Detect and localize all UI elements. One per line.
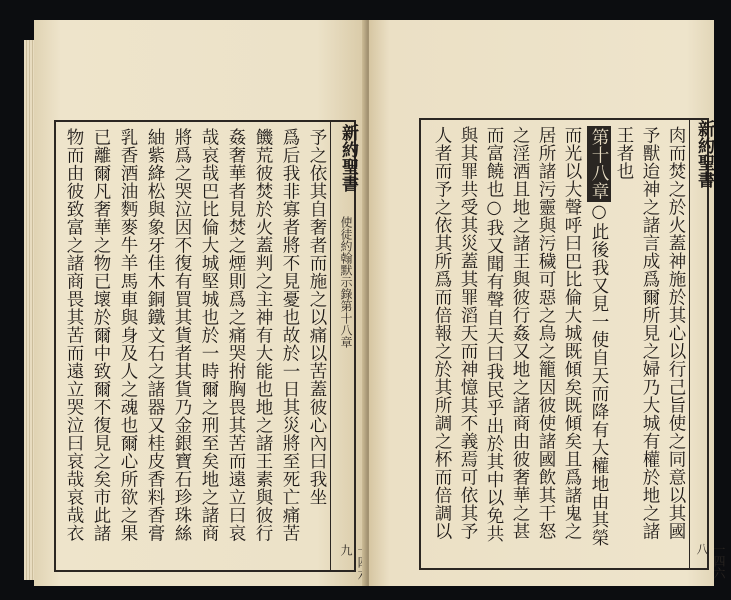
left-page-number: 九 [339,544,353,556]
left-column-8: 乳香酒油麪麥牛羊馬車與身及人之魂也爾心所欲之果 [118,128,138,542]
left-margin-subtitle: 使徒約翰默示錄第十八章 [339,216,353,348]
right-page-number: 一四六八 [695,543,726,579]
right-column-4 [587,126,611,566]
right-column-1: 肉而焚之於火蓋神施於其心以行己旨使之同意以其國 [666,126,686,540]
left-column-1: 予之依其自奢者而施之以痛以苦蓋彼心內曰我坐 [307,128,327,506]
left-column-7: 紬紫絳松與象牙佳木銅鐵文石之諸器又桂皮香料香膏 [145,128,165,542]
chapter-circle: ○ [589,202,609,223]
chapter-marker: 第十八章 [589,128,609,200]
left-column-9: 已離爾凡奢華之物已壞於爾中致爾不復見之矣市此諸 [91,128,111,542]
right-column-10: 人者而予之依其所爲而倍報之於其所調之杯而倍調以 [432,126,452,540]
left-column-2: 爲后我非寡者將不見憂也故於一日其災將至死亡痛苦 [280,128,300,542]
right-column-2: 予獸迨神之諸言成爲爾所見之婦乃大城有權於地之諸 [640,126,660,540]
right-column-8: 而富饒也○我又聞有聲自天曰我民乎出於其中以免共 [484,126,504,543]
left-column-3: 饑荒彼焚於火蓋判之主神有大能也地之諸王素與彼行 [253,128,273,542]
right-page [369,20,726,586]
right-column-4-text: 此後我又見一使自天而降有大權地由其榮 [589,222,609,547]
right-margin-title: 新約聖書 [694,120,714,188]
left-margin-rule [330,120,331,572]
right-column-6: 居所諸污靈與污穢可惡之鳥之籠因彼使諸國飲其干怒 [536,126,556,540]
left-column-5: 哉哀哉巴比倫大城堅城也於一時爾之刑至矣地之諸商 [199,128,219,542]
right-margin-rule [689,118,690,570]
left-column-10: 物而由彼致富之諸商畏其苦而遠立哭泣曰哀哉哀哉衣 [64,128,84,542]
left-page [34,20,367,586]
right-column-7: 之淫酒且地之諸王與彼行姦又地之諸商由彼奢華之甚 [510,126,530,540]
right-column-3: 王者也 [614,126,634,180]
right-column-9: 與其罪共受其災蓋其罪滔天而神憶其不義焉可依其予 [458,126,478,540]
left-margin-title: 新約聖書 [338,124,358,192]
right-column-5: 而光以大聲呼曰巴比倫大城既傾矣既傾矣且爲諸鬼之 [562,126,582,540]
left-column-4: 姦奢華者見焚之煙則爲之痛哭拊胸畏其苦而遠立曰哀 [226,128,246,542]
left-column-6: 將爲之哭泣因不復有買其貨者其貨乃金銀寶石珍珠絲 [172,128,192,542]
